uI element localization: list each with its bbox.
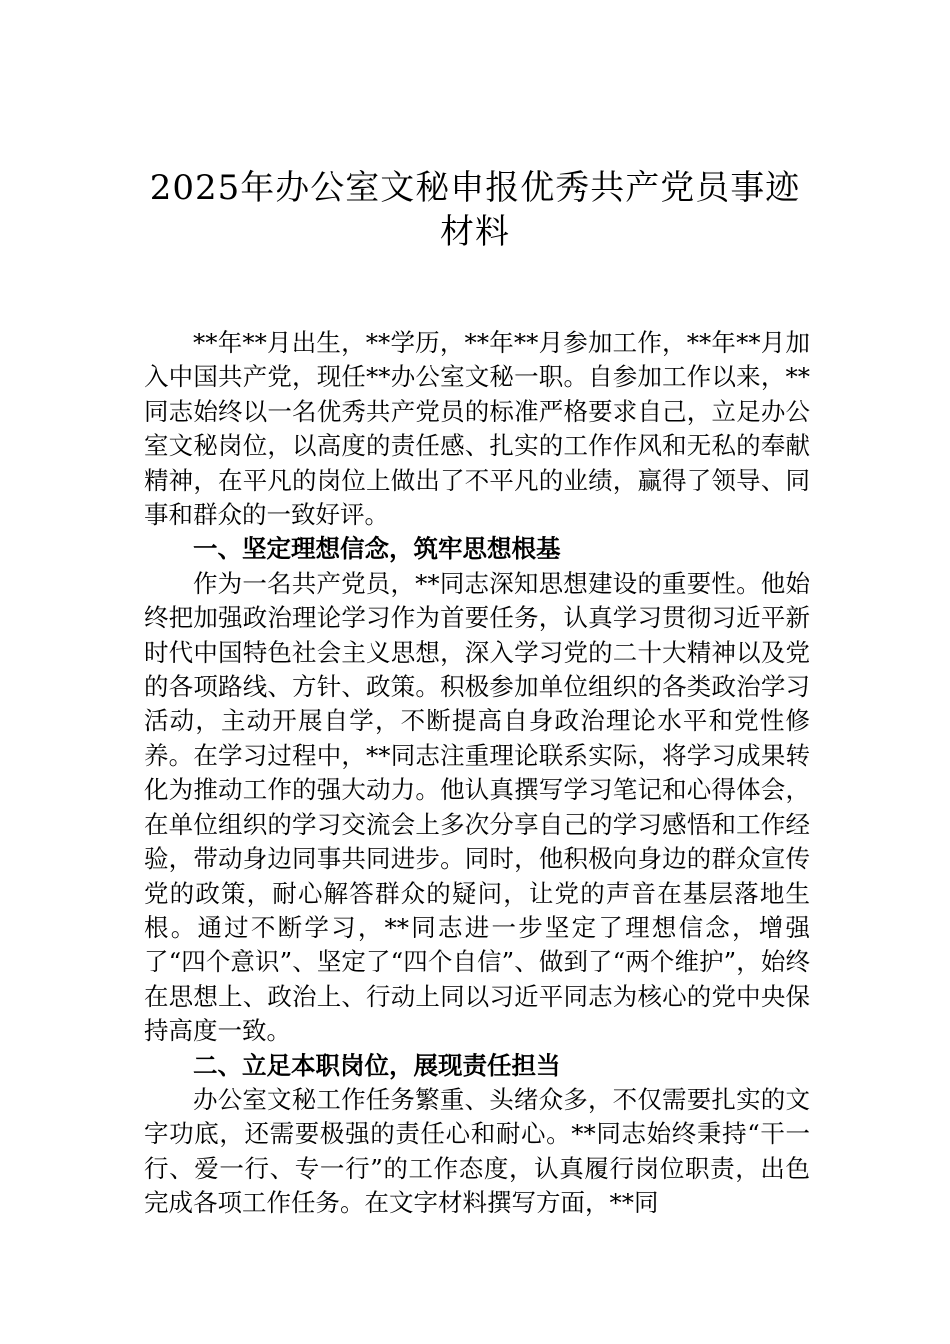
section-1-paragraph: 作为一名共产党员，**同志深知思想建设的重要性。他始终把加强政治理论学习作为首要任务，认真学习贯彻习近平新时代中国特色社会主义思想，深入学习党的二十大精神以及党的各项路线、方针、政策。积极参加单位组织的各类政治学习活动，主动开展自学，不断提高自身政治理论水平和党性修养。在学习过程中，**同志注重理论联系实际，将学习成果转化为推动工作的强大动力。他认真撰写学习笔记和心得体会，在单位组织的学习交流会上多次分享自己的学习感悟和工作经验，带动身边同事共同进步。同时，他积极向身边的群众宣传党的政策，耐心解答群众的疑问，让党的声音在基层落地生根。通过不断学习，**同志进一步坚定了理想信念，增强了“四个意识”、坚定了“四个自信”、做到了“两个维护”，始终在思想上、政治上、行动上同以习近平同志为核心的党中央保持高度一致。: [144, 568, 810, 1046]
document-title-line-1: 2025年办公室文秘申报优秀共产党员事迹: [149, 168, 801, 208]
section-2-heading: 二、立足本职岗位，展现责任担当: [193, 1050, 561, 1080]
document-body: [144, 326, 810, 1221]
section-1-heading: 一、坚定理想信念，筑牢思想根基: [193, 534, 561, 564]
section-2-paragraph: 办公室文秘工作任务繁重、头绪众多，不仅需要扎实的文字功底，还需要极强的责任心和耐心。**同志始终秉持“干一行、爱一行、专一行”的工作态度，认真履行岗位职责，出色完成各项工作任务。在文字材料撰写方面，**同: [144, 1084, 810, 1218]
document-title-line-2: 材料: [440, 212, 510, 252]
intro-paragraph: **年**月出生，**学历，**年**月参加工作，**年**月加入中国共产党，现任**办公室文秘一职。自参加工作以来，**同志始终以一名优秀共产党员的标准严格要求自己，立足办公室文秘岗位，以高度的责任感、扎实的工作作风和无私的奉献精神，在平凡的岗位上做出了不平凡的业绩，赢得了领导、同事和群众的一致好评。: [144, 328, 810, 530]
